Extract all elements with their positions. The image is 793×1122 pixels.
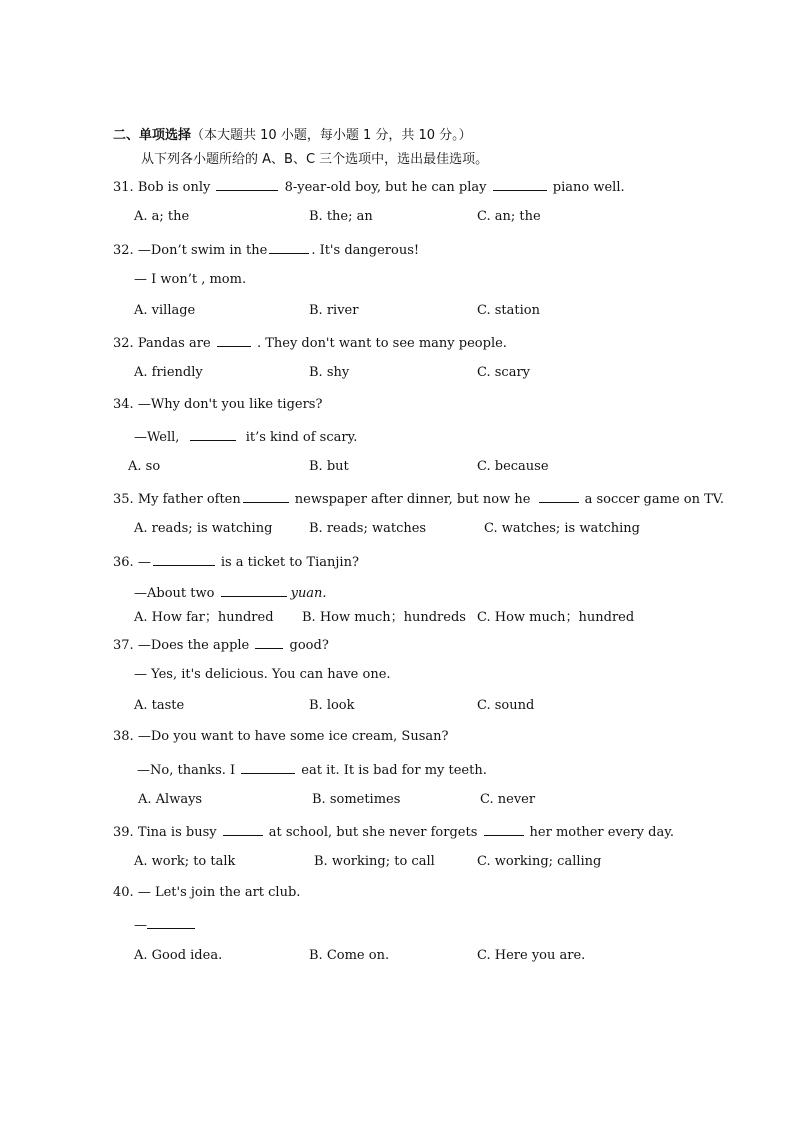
- question-text: Bob is only: [137, 180, 211, 195]
- question-38: [113, 729, 448, 745]
- option-b[interactable]: B. sometimes: [312, 792, 401, 807]
- option-a[interactable]: A. reads; is watching: [134, 521, 273, 536]
- option-c[interactable]: C. never: [480, 792, 536, 807]
- question-text: My father often: [137, 492, 241, 507]
- option-b[interactable]: B. river: [309, 303, 359, 318]
- option-c[interactable]: C. Here you are.: [477, 948, 586, 963]
- question-number: 39.: [113, 825, 134, 840]
- question-text: — Let's join the art club.: [137, 885, 301, 900]
- question-number: 32.: [113, 336, 134, 351]
- answer-blank: [190, 428, 236, 441]
- answer-blank: [223, 823, 263, 836]
- reply-line: [134, 916, 197, 934]
- question-number: 31.: [113, 180, 134, 195]
- question-number: 34.: [113, 397, 134, 412]
- question-number: 37.: [113, 638, 134, 653]
- option-b[interactable]: B. the; an: [309, 209, 373, 224]
- question-text: . It's dangerous!: [311, 243, 420, 258]
- answer-blank: [153, 553, 215, 566]
- option-c[interactable]: C. sound: [477, 698, 535, 713]
- section-title: 二、单项选择: [113, 128, 192, 143]
- option-b[interactable]: B. How much；hundreds: [302, 610, 466, 625]
- question-36: [113, 553, 359, 571]
- question-text: at school, but she never forgets: [268, 825, 478, 840]
- reply-line: [134, 428, 357, 446]
- reply-text: —: [134, 918, 147, 933]
- question-32-second: [113, 334, 507, 352]
- section-header: [113, 128, 472, 144]
- option-b[interactable]: B. look: [309, 698, 355, 713]
- question-39: [113, 823, 674, 841]
- answer-blank: [493, 178, 547, 191]
- question-text: a soccer game on TV.: [584, 492, 725, 507]
- question-35: [113, 490, 724, 508]
- question-37: [113, 636, 329, 654]
- question-text: piano well.: [552, 180, 625, 195]
- option-a[interactable]: A. so: [128, 459, 161, 474]
- option-b[interactable]: B. shy: [309, 365, 350, 380]
- option-a[interactable]: A. Always: [138, 792, 203, 807]
- question-text: —: [137, 555, 151, 570]
- option-a[interactable]: A. Good idea.: [134, 948, 223, 963]
- option-c[interactable]: C. station: [477, 303, 540, 318]
- question-text: Pandas are: [137, 336, 211, 351]
- option-c[interactable]: C. because: [477, 459, 549, 474]
- option-a[interactable]: A. work; to talk: [134, 854, 236, 869]
- reply-text: —Well,: [134, 430, 180, 445]
- section-note: （本大题共 10 小题，每小题 1 分，共 10 分。）: [191, 128, 472, 143]
- question-text: . They don't want to see many people.: [256, 336, 507, 351]
- question-text: newspaper after dinner, but now he: [294, 492, 531, 507]
- question-text: is a ticket to Tianjin?: [220, 555, 359, 570]
- question-text: —Don’t swim in the: [137, 243, 268, 258]
- option-a[interactable]: A. How far；hundred: [134, 610, 274, 625]
- question-text: Tina is busy: [137, 825, 217, 840]
- reply-text: —About two: [134, 586, 215, 601]
- question-number: 38.: [113, 729, 134, 744]
- reply-line: — Yes, it's delicious. You can have one.: [134, 667, 391, 682]
- option-a[interactable]: A. a; the: [134, 209, 190, 224]
- question-number: 32.: [113, 243, 134, 258]
- answer-blank: [539, 490, 579, 503]
- option-c[interactable]: C. watches; is watching: [484, 521, 640, 536]
- question-31: [113, 178, 625, 196]
- answer-blank: [147, 916, 195, 929]
- question-text: —Does the apple: [137, 638, 250, 653]
- option-c[interactable]: C. an; the: [477, 209, 541, 224]
- question-text: 8-year-old boy, but he can play: [284, 180, 487, 195]
- reply-text: yuan.: [290, 586, 327, 601]
- option-b[interactable]: B. working; to call: [314, 854, 435, 869]
- question-number: 40.: [113, 885, 134, 900]
- question-text: —Do you want to have some ice cream, Susan?: [137, 729, 449, 744]
- question-number: 35.: [113, 492, 134, 507]
- question-text: good?: [289, 638, 329, 653]
- option-b[interactable]: B. Come on.: [309, 948, 390, 963]
- option-c[interactable]: C. working; calling: [477, 854, 602, 869]
- answer-blank: [269, 241, 309, 254]
- question-34: [113, 397, 322, 413]
- question-32: [113, 241, 419, 259]
- reply-text: —No, thanks. I: [137, 763, 236, 778]
- answer-blank: [216, 178, 278, 191]
- option-b[interactable]: B. but: [309, 459, 349, 474]
- option-c[interactable]: C. How much；hundred: [477, 610, 635, 625]
- option-a[interactable]: A. friendly: [134, 365, 203, 380]
- option-b[interactable]: B. reads; watches: [309, 521, 427, 536]
- answer-blank: [241, 761, 295, 774]
- reply-line: [137, 761, 487, 779]
- answer-blank: [221, 584, 287, 597]
- option-a[interactable]: A. taste: [134, 698, 185, 713]
- answer-blank: [484, 823, 524, 836]
- question-40: [113, 885, 300, 901]
- answer-blank: [217, 334, 251, 347]
- option-a[interactable]: A. village: [134, 303, 196, 318]
- reply-line: [134, 584, 327, 602]
- option-c[interactable]: C. scary: [477, 365, 531, 380]
- answer-blank: [255, 636, 283, 649]
- section-instruction: 从下列各小题所给的 A、B、C 三个选项中，选出最佳选项。: [141, 152, 489, 167]
- reply-text: it’s kind of scary.: [245, 430, 358, 445]
- reply-line: — I won’t , mom.: [134, 272, 247, 287]
- answer-blank: [243, 490, 289, 503]
- question-number: 36.: [113, 555, 134, 570]
- question-text: —Why don't you like tigers?: [137, 397, 323, 412]
- reply-text: eat it. It is bad for my teeth.: [301, 763, 487, 778]
- question-text: her mother every day.: [529, 825, 674, 840]
